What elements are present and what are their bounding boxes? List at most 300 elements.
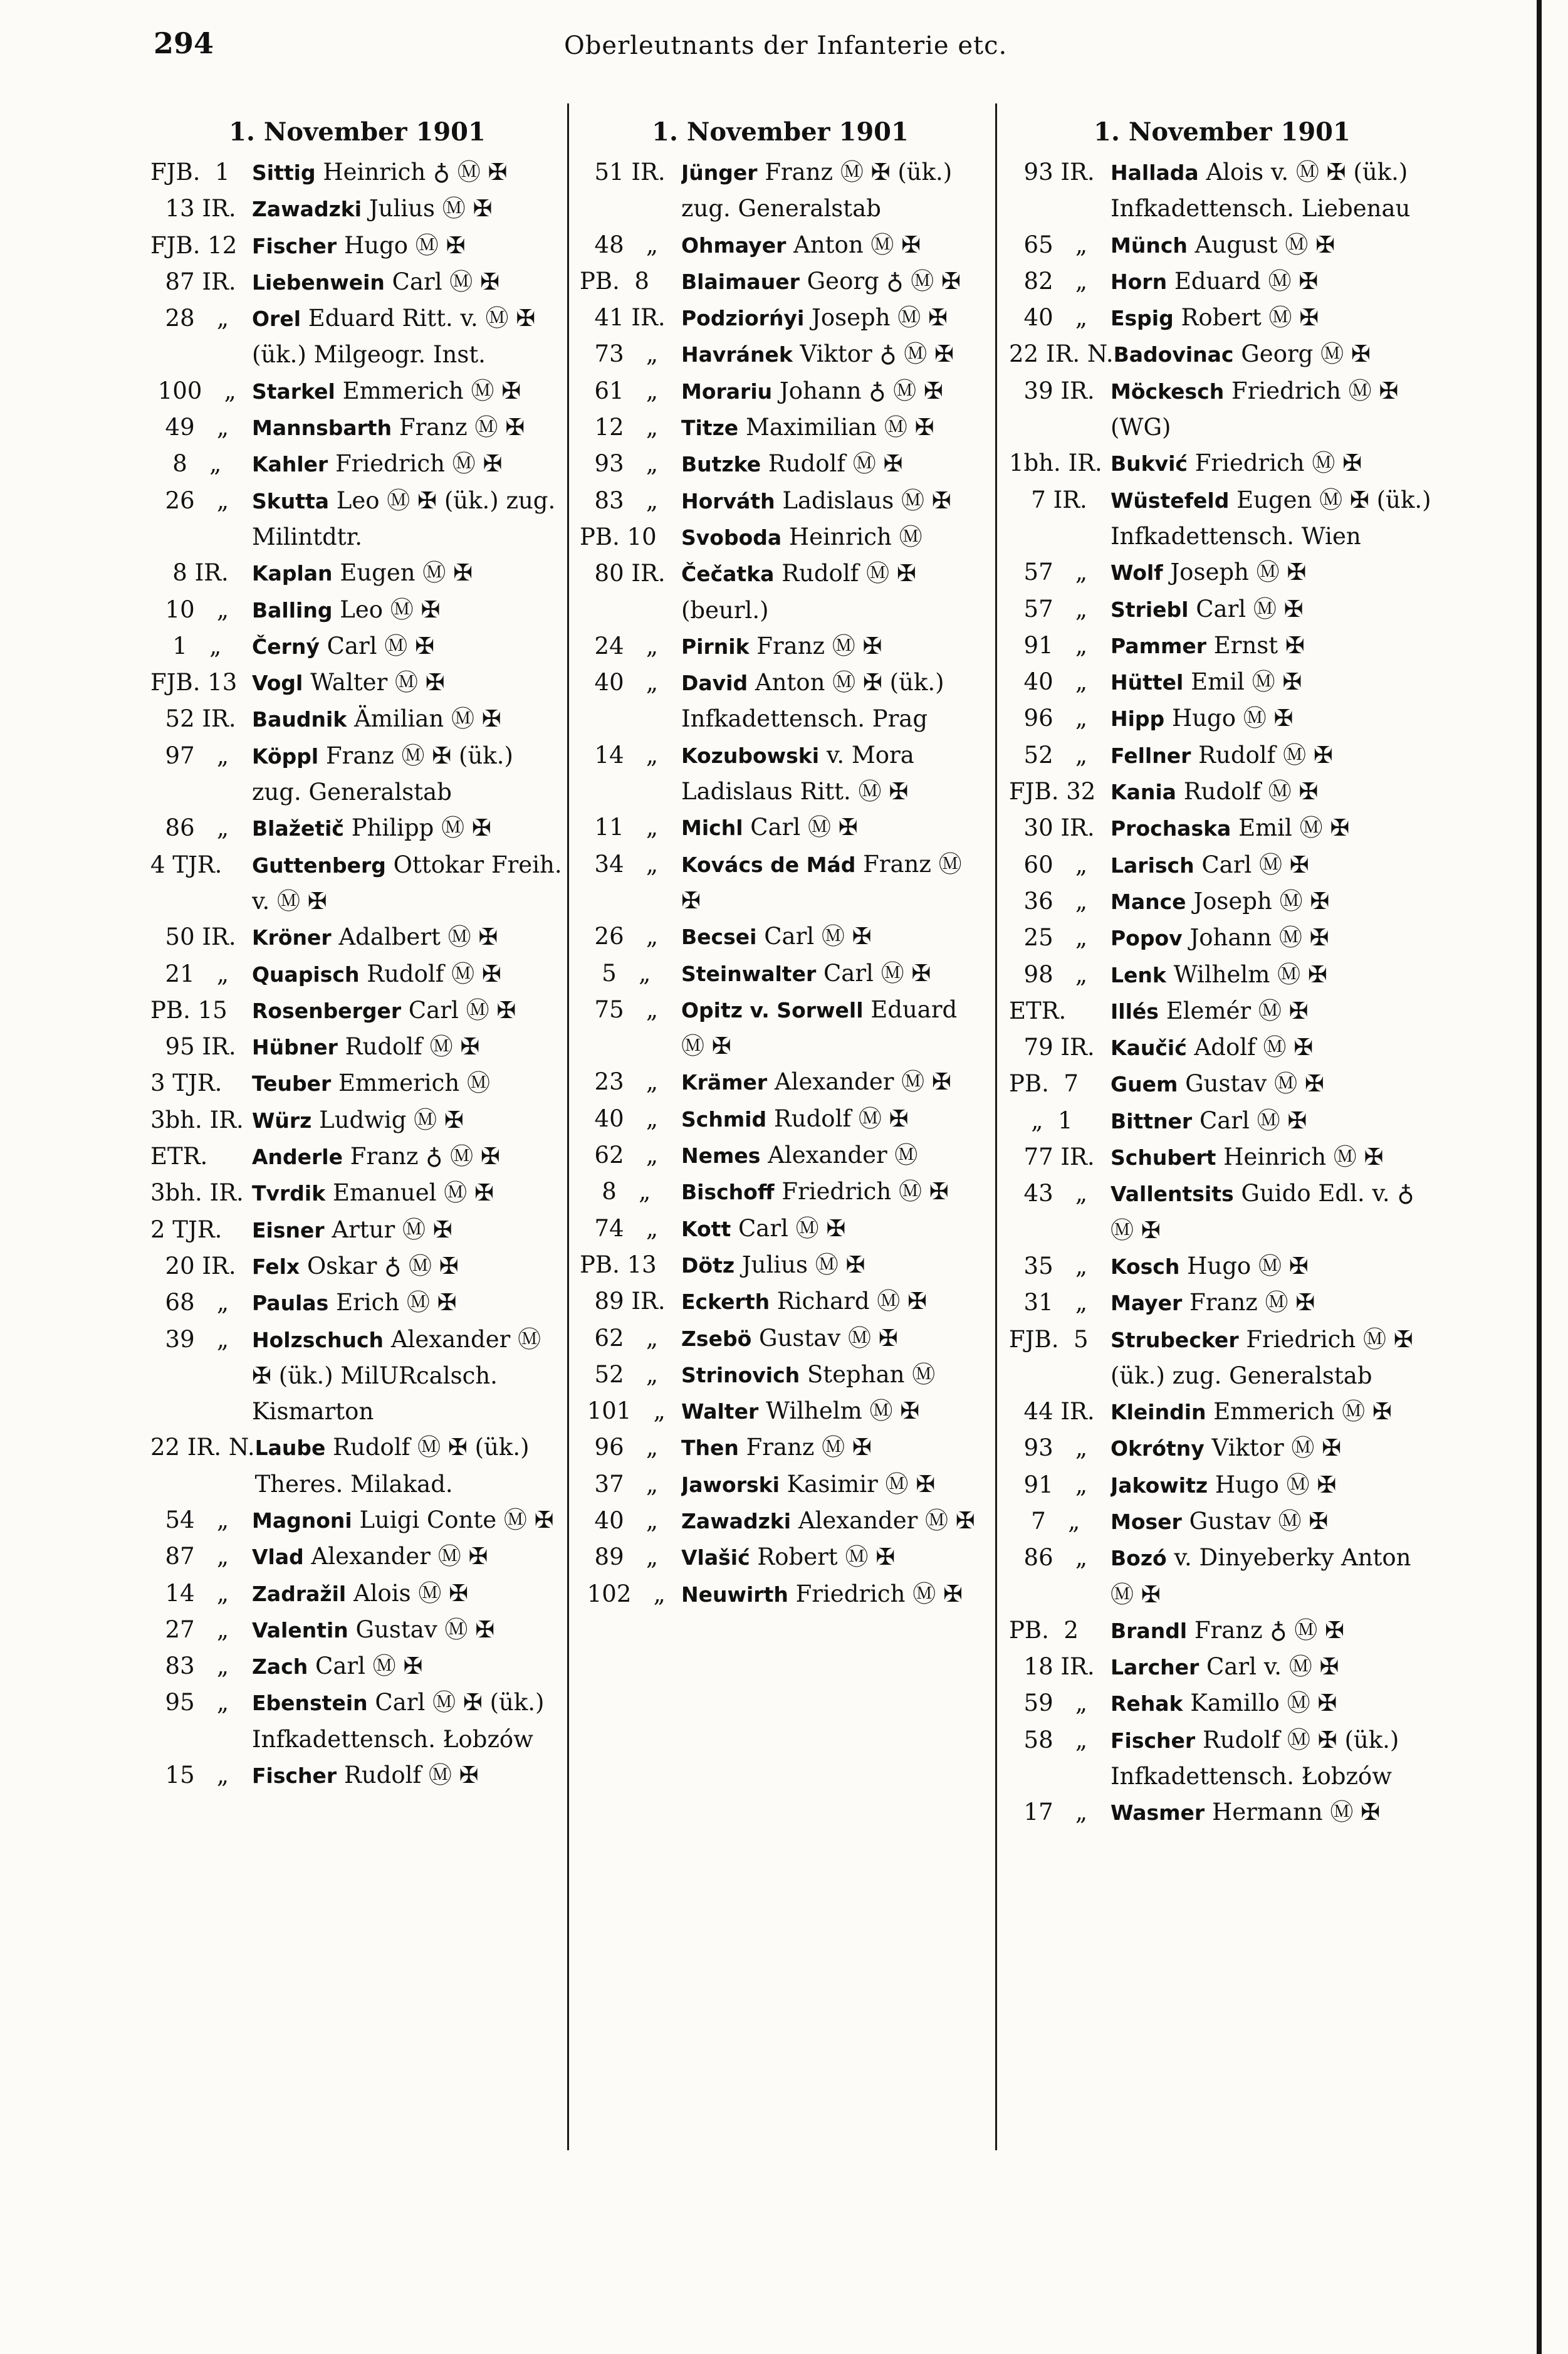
list-item [150, 300, 564, 373]
officer-entry [252, 409, 564, 446]
surname: Walter [681, 1399, 759, 1424]
officer-entry [681, 918, 981, 955]
list-item [1009, 482, 1435, 555]
list-item [580, 1357, 981, 1393]
list-item [150, 847, 564, 920]
regiment-number: 101 „ [580, 1397, 666, 1425]
given-name-and-decorations: Wilhelm Ⓜ ✠ [1173, 960, 1327, 988]
given-name-and-decorations: Rudolf Ⓜ ✠ [768, 450, 903, 478]
list-item [580, 300, 981, 336]
given-name-and-decorations: Eduard Ritt. v. Ⓜ ✠ (ük.) Milgeogr. Inst. [252, 305, 536, 369]
list-item [150, 1575, 564, 1612]
surname: Opitz v. Sorwell [681, 997, 864, 1022]
regiment-number: 21 „ [150, 960, 229, 987]
list-item [580, 1101, 981, 1137]
regiment-number: 26 „ [150, 486, 229, 514]
given-name-and-decorations: Philipp Ⓜ ✠ [351, 814, 491, 842]
given-name-and-decorations: Friedrich Ⓜ ✠ (ük.) zug. Generalstab [1111, 1325, 1413, 1389]
list-item [1009, 1103, 1435, 1139]
regiment-number: 1 „ [150, 632, 222, 659]
list-item [580, 263, 981, 300]
surname: Schmid [681, 1106, 767, 1132]
officer-entry [252, 483, 564, 555]
officer-entry [1111, 1248, 1435, 1285]
surname: David [681, 671, 748, 696]
given-name-and-decorations: Joseph Ⓜ ✠ [1170, 559, 1307, 586]
list-item [1009, 300, 1435, 336]
list-item [1009, 1430, 1435, 1466]
running-title: Oberleutnants der Infanterie etc. [564, 31, 1008, 60]
officer-entry [681, 409, 981, 446]
officer-entry [252, 956, 564, 992]
list-item [1009, 227, 1435, 263]
list-item [580, 955, 981, 992]
surname: Guttenberg [252, 853, 386, 878]
surname: Valentin [252, 1617, 348, 1642]
officer-entry [1111, 263, 1435, 300]
regiment-number: 12 „ [580, 414, 659, 441]
officer-entry [252, 847, 564, 920]
list-item [1009, 957, 1435, 993]
list-item [1009, 1321, 1435, 1394]
given-name-and-decorations: Georg ♁ Ⓜ ✠ [807, 267, 961, 295]
officer-entry [1111, 628, 1435, 664]
given-name-and-decorations: Hermann Ⓜ ✠ [1211, 1799, 1381, 1826]
given-name-and-decorations: Robert Ⓜ ✠ [1181, 304, 1319, 332]
list-item [580, 483, 981, 519]
regiment-number: 58 „ [1009, 1726, 1088, 1753]
surname: Kahler [252, 452, 328, 477]
surname: Becsei [681, 925, 757, 950]
officer-entry [1111, 154, 1435, 227]
list-item [580, 1174, 981, 1210]
officer-entry [681, 955, 981, 992]
surname: Ebenstein [252, 1691, 368, 1716]
officer-entry [1111, 591, 1435, 628]
given-name-and-decorations: Wilhelm Ⓜ ✠ [766, 1397, 920, 1425]
list-item [150, 956, 564, 992]
officer-entry [252, 592, 564, 628]
list-item [1009, 1649, 1435, 1685]
officer-entry [1111, 810, 1435, 846]
list-item [580, 1320, 981, 1357]
regiment-number: 61 „ [580, 377, 659, 404]
given-name-and-decorations: Anton Ⓜ ✠ [793, 231, 921, 258]
list-item [580, 737, 981, 810]
regiment-number: 3bh. IR. [150, 1106, 244, 1133]
surname: Paulas [252, 1291, 329, 1316]
list-item [580, 519, 981, 555]
officer-entry [252, 1175, 564, 1211]
surname: Podziorńyi [681, 306, 805, 331]
regiment-number: 75 „ [580, 996, 659, 1023]
given-name-and-decorations: Hugo Ⓜ ✠ [1215, 1471, 1337, 1498]
list-item [150, 1175, 564, 1211]
regiment-number: 65 „ [1009, 231, 1088, 258]
officer-entry [681, 1101, 981, 1137]
regiment-number: 83 „ [580, 486, 659, 514]
list-item [150, 446, 564, 482]
list-item [150, 555, 564, 591]
regiment-number: 40 „ [1009, 304, 1088, 332]
surname: Vlašić [681, 1545, 750, 1570]
officer-entry [1111, 1029, 1435, 1066]
surname: Sittig [252, 160, 316, 185]
regiment-number: FJB. 32 [1009, 778, 1096, 806]
officer-entry [1111, 227, 1435, 263]
surname: Strinovich [681, 1362, 800, 1387]
list-item [1009, 1794, 1435, 1831]
list-item [580, 1137, 981, 1174]
regiment-number: 100 „ [150, 377, 236, 404]
surname: Lenk [1111, 962, 1166, 987]
given-name-and-decorations: Eugen Ⓜ ✠ [340, 559, 473, 587]
officer-entry [1111, 1321, 1435, 1394]
surname: Balling [252, 597, 333, 623]
regiment-number: 2 TJR. [150, 1216, 222, 1243]
surname: Hüttel [1111, 670, 1184, 695]
officer-entry [681, 555, 981, 628]
given-name-and-decorations: Kasimir Ⓜ ✠ [787, 1470, 936, 1498]
given-name-and-decorations: Rudolf Ⓜ ✠ [773, 1105, 909, 1132]
list-item [580, 1064, 981, 1100]
given-name-and-decorations: Franz Ⓜ ✠ [756, 632, 882, 659]
officer-entry [252, 373, 564, 409]
officer-entry [252, 1575, 564, 1612]
list-item [580, 1576, 981, 1612]
surname: Hallada [1111, 160, 1199, 185]
list-item [580, 1247, 981, 1283]
surname: Baudnik [252, 707, 347, 732]
officer-entry [1111, 1722, 1435, 1795]
officer-entry [252, 264, 564, 300]
given-name-and-decorations: Gustav Ⓜ ✠ [1189, 1507, 1329, 1535]
officer-entry [1111, 445, 1435, 481]
regiment-number: 18 IR. [1009, 1653, 1095, 1681]
regiment-number: PB. 10 [580, 523, 657, 550]
officer-entry [681, 1576, 981, 1612]
regiment-number: FJB. 5 [1009, 1325, 1089, 1353]
given-name-and-decorations: Leo Ⓜ ✠ [340, 596, 441, 623]
given-name-and-decorations: Ladislaus Ⓜ ✠ [782, 486, 951, 514]
officer-entry [681, 628, 981, 665]
officer-entry [252, 992, 564, 1029]
surname: Jünger [681, 160, 758, 185]
regiment-number: 54 „ [150, 1506, 229, 1533]
list-item [580, 227, 981, 263]
given-name-and-decorations: Johann ♁ Ⓜ ✠ [779, 377, 943, 404]
regiment-number: 8 „ [150, 450, 222, 478]
surname: Nemes [681, 1143, 761, 1169]
officer-entry [1111, 1467, 1435, 1503]
list-item [580, 409, 981, 446]
surname: Espig [1111, 306, 1174, 331]
surname: Then [681, 1436, 739, 1461]
regiment-number: 89 „ [580, 1543, 659, 1571]
list-item [1009, 591, 1435, 628]
surname: Liebenwein [252, 270, 385, 295]
list-item [1009, 1139, 1435, 1175]
regiment-number: 79 IR. [1009, 1034, 1095, 1061]
regiment-number: 60 „ [1009, 851, 1088, 878]
given-name-and-decorations: Julius Ⓜ ✠ [741, 1251, 865, 1278]
officer-entry [1111, 847, 1435, 883]
officer-entry [681, 1466, 981, 1503]
surname: Čečatka [681, 562, 775, 587]
regiment-number: 40 „ [580, 669, 659, 696]
surname: Pammer [1111, 633, 1206, 658]
list-item [150, 1285, 564, 1321]
officer-entry [681, 1429, 981, 1466]
officer-entry [252, 919, 564, 955]
given-name-and-decorations: Artur Ⓜ ✠ [332, 1216, 452, 1243]
given-name-and-decorations: Carl Ⓜ ✠ [315, 1653, 423, 1680]
list-item [580, 1393, 981, 1429]
regiment-number: 4 TJR. [150, 851, 222, 878]
list-item [150, 264, 564, 300]
column-heading: 1. November 1901 [652, 117, 909, 147]
given-name-and-decorations: Johann Ⓜ ✠ [1189, 924, 1329, 952]
surname: Steinwalter [681, 961, 817, 986]
list-item [580, 446, 981, 482]
column-divider [567, 103, 569, 2150]
regiment-number: 22 IR. N. [1009, 340, 1114, 368]
officer-entry [252, 154, 564, 191]
surname: Münch [1111, 233, 1188, 258]
regiment-number: 52 „ [1009, 741, 1088, 769]
officer-entry [1111, 482, 1435, 555]
officer-entry [681, 1539, 981, 1575]
officer-entry [1111, 1175, 1435, 1248]
list-item [1009, 1540, 1435, 1612]
given-name-and-decorations: Hugo Ⓜ ✠ [1171, 705, 1294, 732]
officer-entry [681, 992, 981, 1064]
regiment-number: 93 IR. [1009, 159, 1095, 186]
list-item [580, 555, 981, 628]
officer-entry [1111, 883, 1435, 920]
given-name-and-decorations: Rudolf Ⓜ ✠ (ük.) Infkadettensch. Łobzów [1111, 1726, 1399, 1790]
surname: Jakowitz [1111, 1473, 1208, 1498]
surname: Rosenberger [252, 998, 402, 1023]
regiment-number: 36 „ [1009, 887, 1088, 915]
officer-entry [1111, 1066, 1435, 1102]
given-name-and-decorations: Carl Ⓜ ✠ (ük.) Infkadettensch. Łobzów [252, 1689, 545, 1753]
given-name-and-decorations: Gustav Ⓜ ✠ [355, 1616, 495, 1643]
list-item [580, 1539, 981, 1575]
surname: Wolf [1111, 560, 1163, 586]
officer-entry [1111, 774, 1435, 810]
given-name-and-decorations: August Ⓜ ✠ [1194, 231, 1335, 258]
regiment-number: 20 IR. [150, 1252, 236, 1279]
given-name-and-decorations: Carl Ⓜ ✠ [408, 996, 516, 1024]
officer-entry [681, 1393, 981, 1429]
surname: Fischer [252, 233, 337, 258]
officer-entry [681, 336, 981, 372]
officer-entry [1111, 737, 1435, 774]
list-item [1009, 810, 1435, 846]
regiment-number: PB. 15 [150, 996, 227, 1024]
list-item [1009, 664, 1435, 700]
regiment-number: 40 „ [580, 1506, 659, 1534]
list-item [150, 1248, 564, 1285]
list-item [1009, 1029, 1435, 1066]
officer-entry [681, 263, 981, 300]
given-name-and-decorations: Georg Ⓜ ✠ [1241, 340, 1371, 368]
regiment-number: 52 IR. [150, 705, 236, 733]
given-name-and-decorations: Rudolf Ⓜ ✠ (beurl.) [681, 560, 916, 624]
given-name-and-decorations: Emanuel Ⓜ ✠ [332, 1179, 494, 1207]
surname: Vogl [252, 671, 303, 696]
regiment-number: 23 „ [580, 1068, 659, 1096]
officer-entry [252, 738, 564, 811]
given-name-and-decorations: Walter Ⓜ ✠ [310, 669, 445, 696]
given-name-and-decorations: Friedrich Ⓜ ✠ [1194, 449, 1362, 477]
surname: Kania [1111, 780, 1176, 805]
regiment-number: 40 „ [1009, 668, 1088, 696]
list-item [150, 1612, 564, 1648]
surname: Strubecker [1111, 1327, 1239, 1352]
regiment-number: 17 „ [1009, 1799, 1088, 1826]
given-name-and-decorations: Emmerich Ⓜ ✠ [342, 377, 521, 404]
officer-entry [681, 1174, 981, 1210]
regiment-number: PB. 8 [580, 267, 649, 295]
given-name-and-decorations: Adolf Ⓜ ✠ [1194, 1034, 1314, 1061]
regiment-number: 68 „ [150, 1289, 229, 1316]
list-item [150, 628, 564, 665]
surname: Kaplan [252, 561, 333, 586]
surname: Moser [1111, 1509, 1182, 1534]
list-item [1009, 336, 1435, 372]
regiment-number: 37 „ [580, 1470, 659, 1498]
regiment-number: 50 IR. [150, 923, 236, 951]
given-name-and-decorations: v. Mora Ladislaus Ritt. Ⓜ ✠ [681, 741, 914, 806]
given-name-and-decorations: Franz ♁ Ⓜ ✠ [1194, 1616, 1344, 1644]
surname: Würz [252, 1108, 312, 1133]
entry-list [1009, 154, 1435, 1831]
list-item [580, 1211, 981, 1247]
regiment-number: 41 IR. [580, 304, 666, 332]
given-name-and-decorations: Hugo Ⓜ ✠ [1187, 1252, 1309, 1279]
given-name-and-decorations: Oskar ♁ Ⓜ ✠ [306, 1252, 459, 1279]
list-item [150, 1212, 564, 1248]
regiment-number: 95 IR. [150, 1033, 236, 1061]
given-name-and-decorations: Viktor Ⓜ ✠ [1211, 1434, 1342, 1462]
regiment-number: 48 „ [580, 231, 659, 258]
list-item [1009, 445, 1435, 481]
regiment-number: 86 „ [150, 814, 229, 842]
officer-entry [681, 373, 981, 409]
officer-entry [1111, 1794, 1435, 1831]
surname: Michl [681, 816, 743, 841]
list-item [580, 154, 981, 227]
list-item [1009, 1394, 1435, 1430]
list-item [150, 1502, 564, 1538]
regiment-number: 57 „ [1009, 595, 1088, 623]
surname: Tvrdik [252, 1181, 326, 1206]
list-item [150, 1102, 564, 1138]
given-name-and-decorations: Emil Ⓜ ✠ [1238, 814, 1350, 842]
list-item [150, 738, 564, 811]
surname: Quapisch [252, 962, 360, 987]
list-item [1009, 1175, 1435, 1248]
given-name-and-decorations: Richard Ⓜ ✠ [776, 1288, 928, 1315]
list-item [150, 1429, 564, 1502]
given-name-and-decorations: Ludwig Ⓜ ✠ [319, 1106, 464, 1133]
officer-entry [1111, 1394, 1435, 1430]
list-item [1009, 1503, 1435, 1540]
given-name-and-decorations: Franz Ⓜ ✠ [1189, 1289, 1315, 1316]
given-name-and-decorations: Carl Ⓜ ✠ [738, 1214, 846, 1242]
officer-entry [252, 1538, 564, 1575]
officer-entry [252, 228, 564, 264]
regiment-number: 39 IR. [1009, 377, 1095, 404]
surname: Zach [252, 1654, 308, 1679]
regiment-number: 26 „ [580, 923, 659, 950]
officer-entry [1111, 373, 1435, 446]
given-name-and-decorations: Carl Ⓜ ✠ [750, 814, 858, 841]
regiment-number: 52 „ [580, 1360, 659, 1388]
given-name-and-decorations: Heinrich ♁ Ⓜ ✠ [323, 159, 508, 186]
given-name-and-decorations: Carl Ⓜ ✠ [1201, 851, 1309, 878]
given-name-and-decorations: Hugo Ⓜ ✠ [343, 231, 466, 259]
page-number: 294 [154, 26, 214, 60]
surname: Skutta [252, 488, 330, 513]
officer-entry [681, 1320, 981, 1357]
given-name-and-decorations: Luigi Conte Ⓜ ✠ [359, 1506, 554, 1533]
given-name-and-decorations: Emmerich Ⓜ [338, 1069, 490, 1097]
regiment-number: 15 „ [150, 1762, 229, 1789]
surname: Svoboda [681, 525, 782, 550]
list-item [150, 1029, 564, 1065]
column-heading: 1. November 1901 [1094, 117, 1351, 147]
regiment-number: PB. 7 [1009, 1070, 1079, 1098]
list-item [1009, 263, 1435, 300]
surname: Köppl [252, 744, 319, 769]
officer-entry [1111, 554, 1435, 591]
officer-entry [252, 446, 564, 482]
regiment-number: 8 „ [580, 1178, 651, 1206]
regiment-number: 102 „ [580, 1580, 666, 1607]
list-item [150, 154, 564, 191]
surname: Butzke [681, 452, 761, 477]
given-name-and-decorations: Eugen Ⓜ ✠ (ük.) Infkadettensch. Wien [1111, 486, 1431, 550]
surname: Mance [1111, 889, 1186, 914]
officer-entry [252, 1684, 564, 1757]
surname: Vallentsits [1111, 1182, 1234, 1207]
surname: Blažetič [252, 816, 344, 841]
given-name-and-decorations: Heinrich Ⓜ [788, 523, 923, 550]
surname: Fischer [252, 1763, 337, 1789]
list-item [150, 1648, 564, 1684]
given-name-and-decorations: Emil Ⓜ ✠ [1191, 668, 1302, 696]
surname: Wüstefeld [1111, 488, 1230, 513]
surname: Larisch [1111, 853, 1194, 878]
given-name-and-decorations: Rudolf Ⓜ ✠ (ük.) Theres. Milakad. [254, 1434, 530, 1498]
list-item [150, 1065, 564, 1101]
list-item [580, 336, 981, 372]
officer-entry [1111, 920, 1435, 956]
given-name-and-decorations: Friedrich Ⓜ ✠ [781, 1178, 949, 1206]
list-item [580, 628, 981, 665]
list-item [150, 1538, 564, 1575]
given-name-and-decorations: Alexander Ⓜ ✠ (ük.) MilURcalsch. Kismarton [252, 1325, 541, 1426]
given-name-and-decorations: Joseph Ⓜ ✠ [1193, 887, 1330, 915]
surname: Vlad [252, 1545, 304, 1570]
given-name-and-decorations: Carl Ⓜ ✠ [1199, 1106, 1307, 1134]
surname: Bittner [1111, 1108, 1193, 1133]
surname: Fischer [1111, 1728, 1196, 1753]
regiment-number: 77 IR. [1009, 1143, 1095, 1171]
